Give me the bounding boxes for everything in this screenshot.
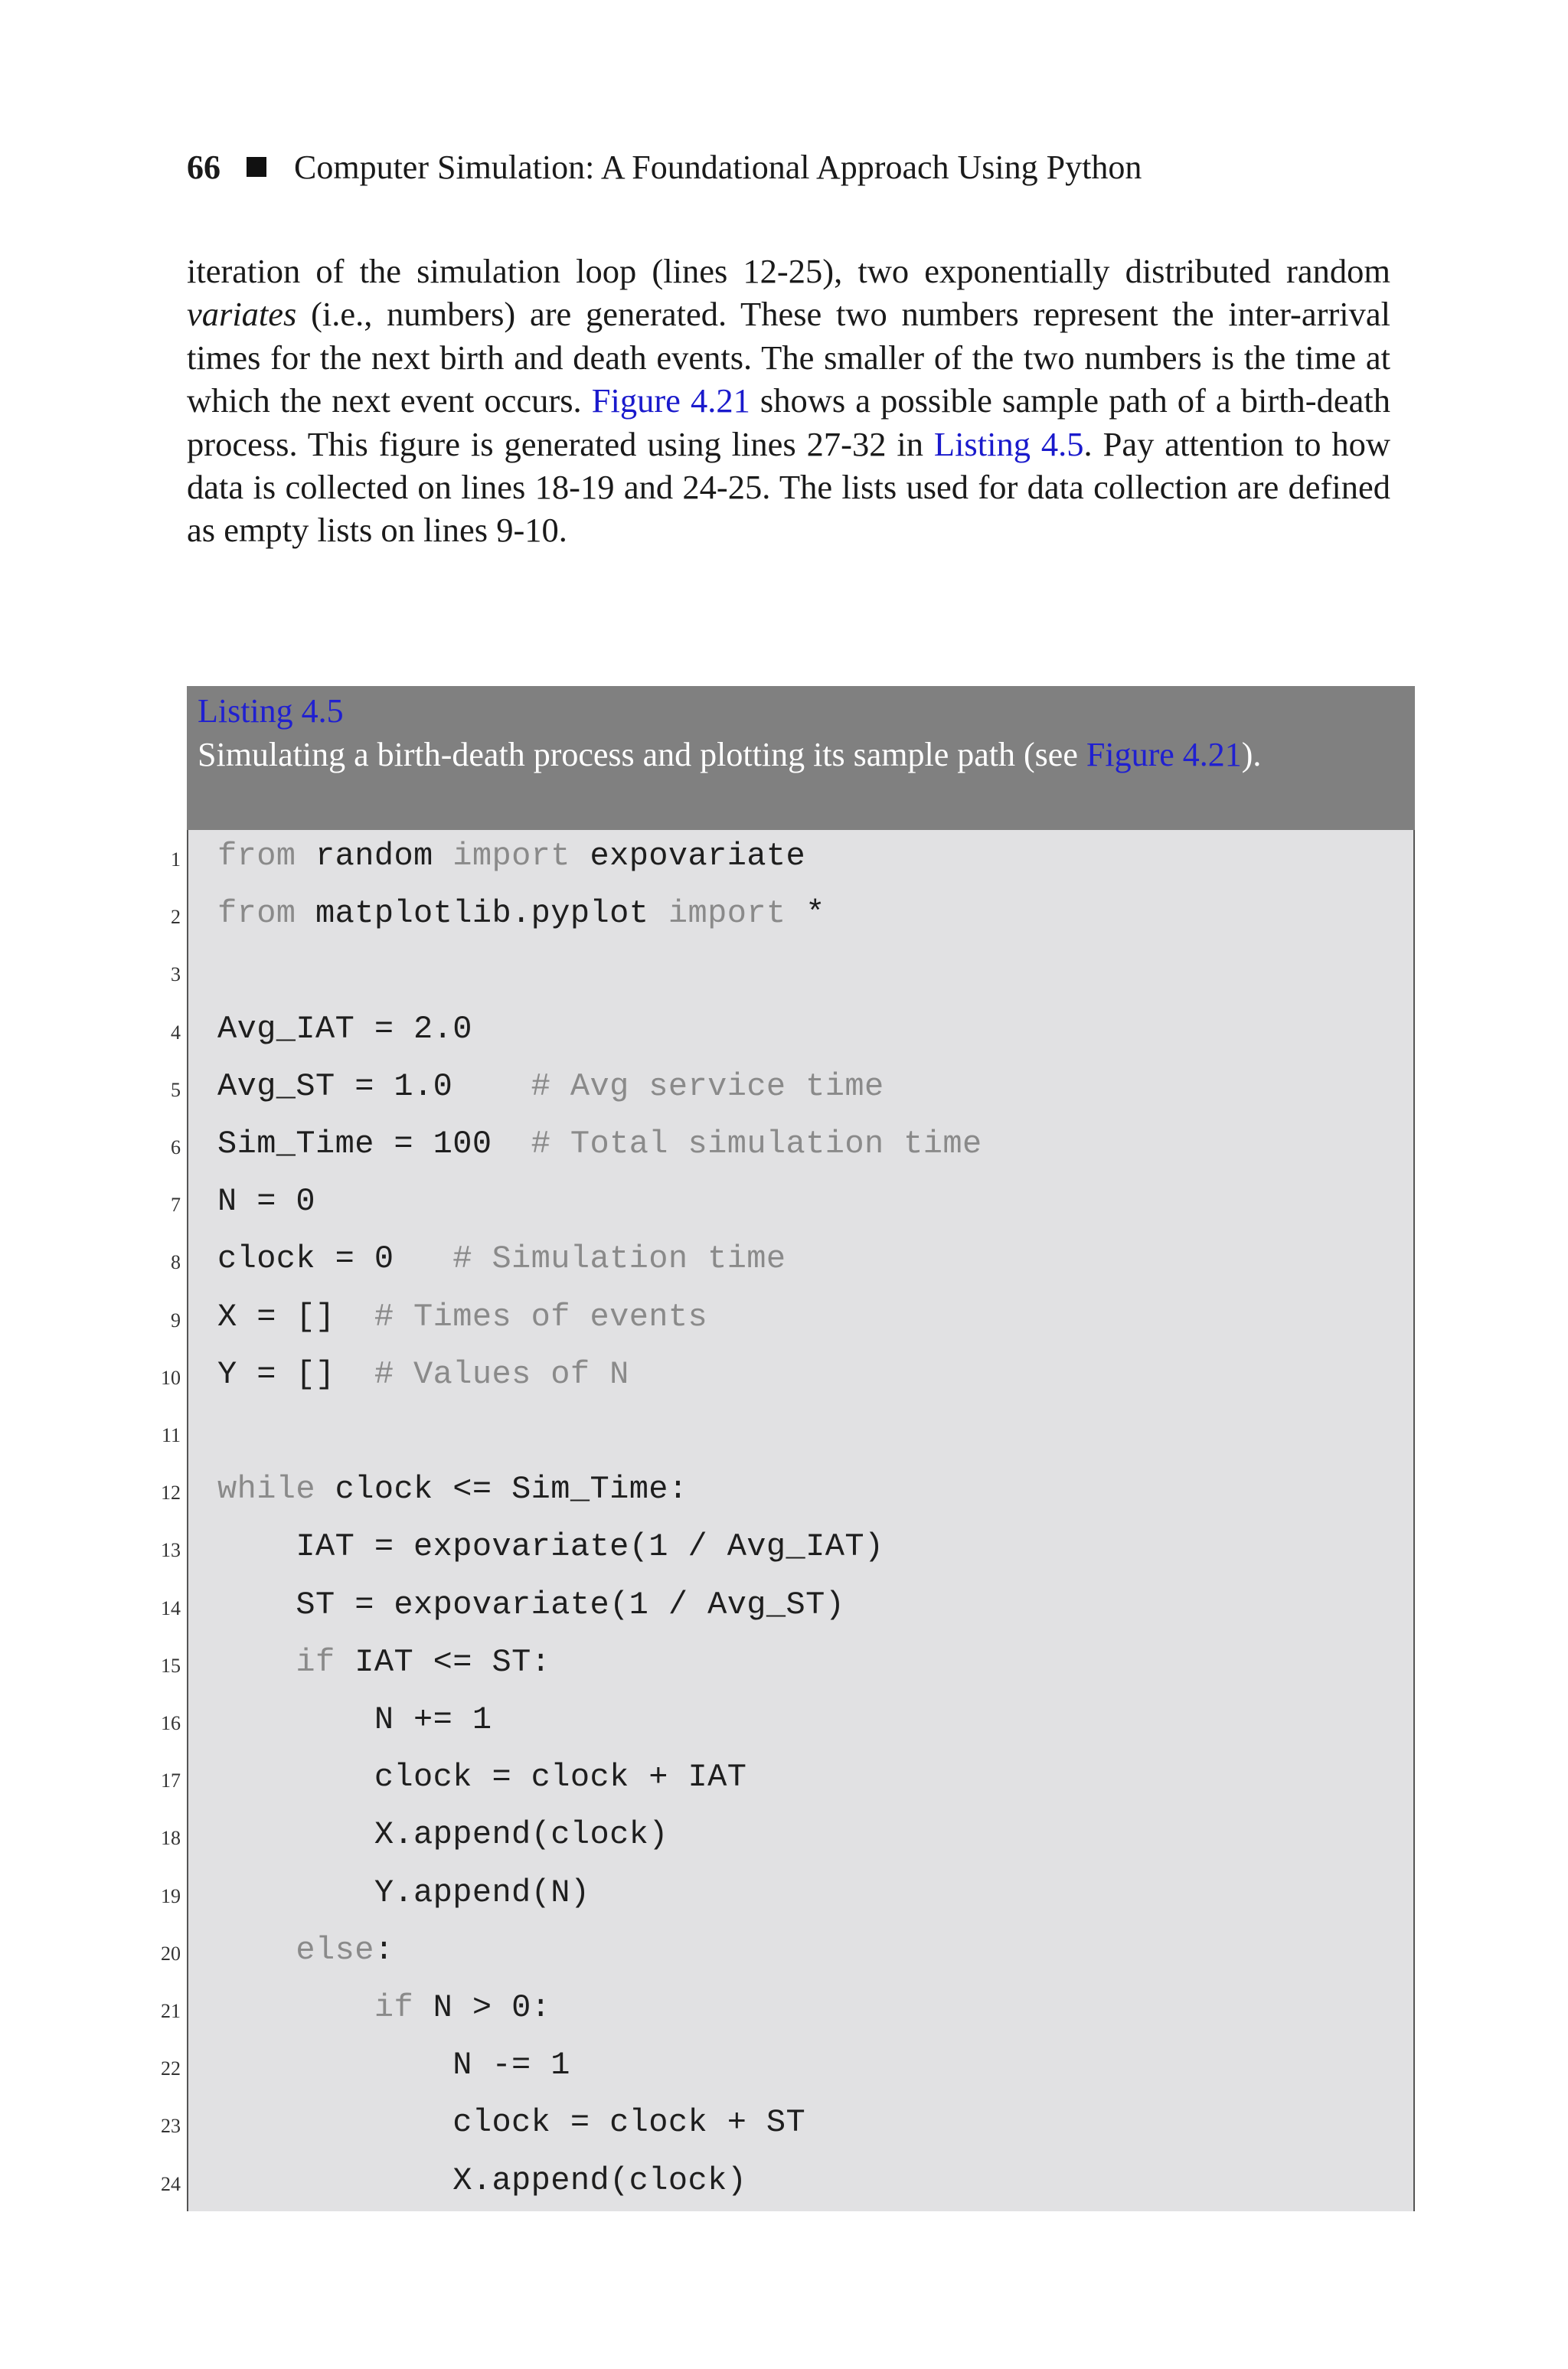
line-number: 18 [161,1827,181,1850]
line-number: 7 [171,1194,181,1217]
running-header [187,144,1142,190]
code-text [217,1644,550,1681]
line-number: 4 [171,1021,181,1044]
code-text [217,1874,590,1911]
line-number: 23 [161,2115,181,2138]
code-token: expovariate [570,838,806,874]
code-line [161,1694,1413,1751]
code-token: Avg_ST = 1.0 [217,1067,531,1105]
code-keyword: import [668,895,786,933]
caption-text: Simulating a birth-death process and plotting its sample path (see [198,736,1086,773]
code-keyword: else [296,1931,374,1969]
code-token: IAT <= ST: [335,1643,551,1681]
code-text [217,2104,805,2141]
line-number: 5 [171,1078,181,1101]
code-token [217,1989,374,2026]
code-token: clock = 0 [217,1240,453,1278]
code-keyword: from [217,838,296,874]
line-number: 14 [161,1596,181,1619]
code-text [217,1183,315,1220]
code-text [217,1932,394,1969]
line-number: 12 [161,1482,181,1505]
code-token: * [786,895,825,933]
code-comment: # Total simulation time [531,1126,982,1162]
code-keyword: if [296,1643,335,1681]
line-number: 10 [161,1366,181,1389]
code-text [217,1989,550,2026]
code-token: N > 0: [413,1989,551,2026]
code-token: N = 0 [217,1183,316,1220]
book-title: Computer Simulation: A Foundational Approach Using Python [294,148,1142,186]
paragraph-text: shows a possible sample path of a birth-death process. This figure is generated using lines 27-32 in [187,381,1390,463]
code-text [217,1068,884,1105]
code-text [217,1126,982,1162]
listing-caption-text [198,733,1404,776]
code-text [217,1471,688,1508]
code-line [171,1118,1413,1175]
paragraph-text: iteration of the simulation loop (lines 12-25), two exponentially distributed random [187,252,1390,290]
code-token: X.append(clock) [217,2162,747,2199]
line-number: 17 [161,1769,181,1792]
caption-figure-link[interactable]: Figure 4.21 [1086,736,1242,773]
code-area [161,830,1415,2211]
code-comment: # Simulation time [452,1240,786,1278]
code-comment: # Avg service time [531,1067,884,1105]
code-line [161,1809,1413,1866]
code-text [217,1011,472,1047]
paragraph-text: . Pay attention to how data is collected on lines 18-19 and 24-25. The lists used for data collection are defined as empty lists on lines 9-10. [187,424,1391,550]
code-text [217,1528,884,1565]
code-line [171,1003,1413,1060]
code-line [161,1636,1413,1694]
code-line [161,1579,1413,1636]
code-line [161,1751,1413,1809]
listing-title[interactable]: Listing 4.5 [198,692,344,730]
code-token: : [374,1931,394,1969]
line-number: 21 [161,2000,181,2022]
caption-end: ). [1241,736,1262,773]
line-number: 9 [171,1309,181,1332]
code-token: N += 1 [217,1701,492,1738]
code-text [217,838,805,874]
code-token: N -= 1 [217,2047,570,2084]
line-number: 22 [161,2057,181,2080]
code-token [217,1644,296,1681]
code-token: X.append(clock) [217,1816,668,1854]
code-keyword: from [217,895,296,933]
code-line [171,1291,1413,1348]
code-line [161,2039,1413,2096]
code-line [161,1521,1413,1578]
code-token: Y.append(N) [217,1874,590,1911]
code-token: IAT = expovariate(1 / Avg_IAT) [217,1528,884,1566]
line-number: 3 [171,963,181,986]
code-comment: # Times of events [374,1298,708,1335]
line-number: 15 [161,1654,181,1677]
body-paragraph [187,250,1390,552]
line-number: 8 [171,1251,181,1274]
code-listing [161,686,1415,2211]
figure-link[interactable]: Figure 4.21 [591,381,750,420]
line-number: 24 [161,2172,181,2195]
code-token: Avg_IAT = 2.0 [217,1010,472,1047]
code-comment: # Values of N [374,1355,629,1393]
paragraph-italic: variates [187,295,297,334]
code-line [171,1175,1413,1233]
code-line [161,1463,1413,1521]
code-line [161,2155,1413,2212]
code-line [171,945,1413,1002]
code-line [161,1924,1413,1982]
code-text [217,895,825,932]
code-token: Sim_Time = 100 [217,1126,531,1162]
listing-link[interactable]: Listing 4.5 [933,424,1084,463]
code-line [161,1348,1413,1406]
code-line [171,887,1413,945]
code-token: clock = clock + IAT [217,1759,747,1796]
code-text [217,2162,746,2199]
line-number: 11 [161,1424,181,1446]
code-token: ST = expovariate(1 / Avg_ST) [217,1586,845,1623]
code-token: Y = [] [217,1355,374,1393]
header-square-icon [247,157,266,177]
code-token: clock = clock + ST [217,2104,806,2142]
code-token [217,1932,296,1969]
code-keyword: import [452,838,570,874]
code-text [217,2047,570,2083]
code-text [217,1586,844,1623]
code-token: matplotlib.pyplot [296,895,668,933]
code-keyword: if [374,1989,414,2026]
code-line [161,1406,1413,1463]
line-number: 16 [161,1712,181,1734]
line-number: 19 [161,1884,181,1907]
code-token: random [296,838,453,874]
line-number: 1 [171,848,181,871]
code-line [161,1982,1413,2039]
code-text [217,1816,668,1853]
code-text [217,1759,746,1796]
code-line [161,2096,1413,2154]
code-line [171,830,1413,887]
code-text [217,1701,492,1738]
code-text [217,1356,629,1393]
line-number: 13 [161,1539,181,1562]
code-keyword: while [217,1471,316,1508]
line-number: 20 [161,1942,181,1965]
line-number: 2 [171,906,181,929]
paragraph-text: (i.e., numbers) are generated. These two numbers represent the inter-arrival times for the next birth and death events. The smaller of the two numbers is the time at which the next event occurs. [187,295,1390,420]
code-line [171,1060,1413,1118]
code-line [171,1233,1413,1290]
code-text [217,1240,786,1277]
line-number: 6 [171,1136,181,1158]
code-token: clock <= Sim_Time: [315,1471,688,1508]
code-token: X = [] [217,1298,374,1335]
code-text [217,1299,707,1335]
code-line [161,1867,1413,1924]
page-number: 66 [187,148,220,186]
listing-caption [187,686,1415,830]
